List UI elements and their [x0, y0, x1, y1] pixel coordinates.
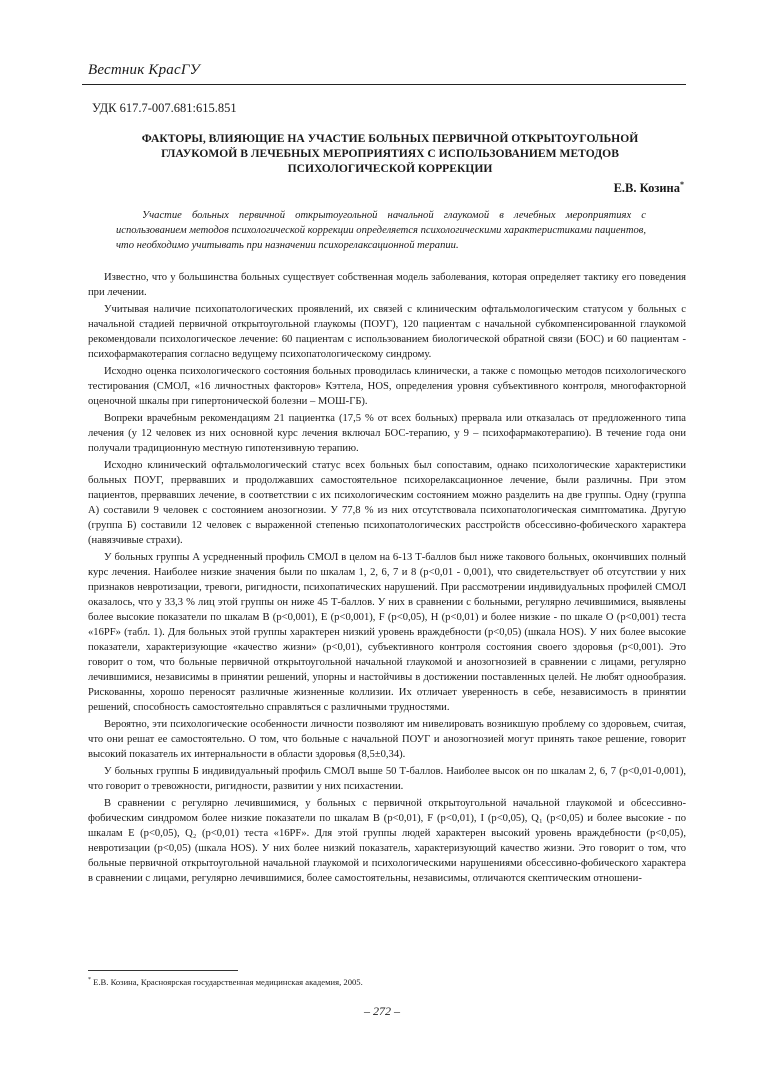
body-paragraph: Исходно оценка психологического состояния больных проводилась клинически, а также с помощью методов психологического тестирования (СМОЛ, «16 личностных факторов» Кэттела, HOS, определения уровня субъективного контроля, многофакторной оценочной шкалы при гипертонической болезни – МОШ-ГБ).: [88, 366, 686, 407]
body-paragraph: В сравнении с регулярно лечившимися, у больных с первичной открытоугольной начальной глаукомой и обсессивно-фобическим синдромом более низкие показатели по шкалам В (р<0,01), F (р<0,01), I (р<0,05), Q₁ (р<0,05) и более высокие - по шкалам Е (р<0,05), Q₂ (р<0,01) теста «16PF». Для этой группы людей характерен высокий уровень враждебности (р<0,05), невротизации (р<0,05) (шкала HOS). У них более низкий показатель, характеризующий качество жизни. Это говорит о том, что больные первичной открытоугольной начальной глаукомой и психологическими нарушениями обсессивно-фобического характера в сравнении с лицами, регулярно лечившимися, более самостоятельны, независимы, отличаются скептическим отношени-: [88, 798, 686, 884]
journal-name: Вестник КрасГУ: [88, 62, 200, 78]
article-body: [88, 270, 686, 888]
body-paragraph: Исходно клинический офтальмологический статус всех больных был сопоставим, однако психологические характеристики больных ПОУГ, прервавших и продолжавших самостоятельное психорелаксационное лечение, были различны. При этом пациентов, прервавших лечение, в соответствии с их психологическим состоянием можно разделить на две группы. Одну (группа А) составили 9 человек с состоянием анозогнозии. У 77,8 % из них отсутствовала психопатологическая симптоматика. Другую (группа Б) составили 12 человек с выраженной степенью психопатологических расстройств обсессивно-фобического характера (навязчивые страхи).: [88, 460, 686, 546]
footnote-text: Е.В. Козина, Красноярская государственная медицинская академия, 2005.: [93, 977, 363, 987]
body-paragraph: Учитывая наличие психопатологических проявлений, их связей с клиническим офтальмологическим статусом у больных с начальной стадией первичной открытоугольной глаукомы (ПОУГ), 120 пациентам с начальной субкомпенсированной глаукомой рекомендовали психологическое лечение: 60 пациентам с использованием биологической обратной связи (БОС) и 60 пациентам - психофармакотерапия согласно ведущему психопатологическому синдрому.: [88, 304, 686, 360]
body-paragraph: У больных группы Б индивидуальный профиль СМОЛ выше 50 Т-баллов. Наиболее высок он по шкалам 2, 6, 7 (р<0,01-0,001), что говорит о тревожности, ригидности, развитии у них психастении.: [88, 766, 686, 792]
article-title: ФАКТОРЫ, ВЛИЯЮЩИЕ НА УЧАСТИЕ БОЛЬНЫХ ПЕРВИЧНОЙ ОТКРЫТОУГОЛЬНОЙ ГЛАУКОМОЙ В ЛЕЧЕБНЫХ МЕРОПРИЯТИЯХ С ИСПОЛЬЗОВАНИЕМ МЕТОДОВ ПСИХОЛОГИЧЕСКОЙ КОРРЕКЦИИ: [141, 132, 639, 175]
body-paragraph: У больных группы А усредненный профиль СМОЛ в целом на 6-13 Т-баллов был ниже такового больных, окончивших полный курс лечения. Наиболее низкие значения были по шкалам 1, 2, 6, 7 и 8 (р<0,01 - 0,001), что свидетельствует об отсутствии у них признаков невротизации, тревоги, ригидности, психопатических нарушений. При рассмотрении индивидуальных профилей СМОЛ оказалось, что у 33,3 % лиц этой группы он ниже 45 Т-баллов. У них в сравнении с больными, регулярно лечившимися, выявлены более высокие показатели по шкалам В (р<0,001), Е (р<0,001), F (р<0,05), Н (р<0,01) и более низкие - по шкале О (р<0,001) теста «16PF» (табл. 1). Для больных этой группы характерен низкий уровень враждебности (р<0,05) (шкала HOS). У них более высокие показатели, характеризующие «качество жизни» (р<0,01), субъективного контроля состояния своего здоровья (р<0,001). Это говорит о том, что больные первичной открытоугольной начальной глаукомой и анозогнозией в сравнении с лицами, регулярно лечившимися, независимы в принятии решений, упорны и настойчивы в достижении поставленных целей. Не любят однообразия. Рискованны, хорошо переносят различные жизненные коллизии. Их отличает уверенность в себе, независимость в принятии решений, способность самостоятельно справляться с различными трудностями.: [88, 552, 686, 713]
body-paragraph: Вопреки врачебным рекомендациям 21 пациентка (17,5 % от всех больных) прервала или отказалась от предложенного типа лечения (у 12 человек из них основной курс лечения включал БОС-терапию, у 9 – психофармакотерапию). В течение года они получали традиционную местную гипотензивную терапию.: [88, 413, 686, 454]
header-rule: [82, 84, 686, 85]
page-number: – 272 –: [364, 1004, 400, 1018]
footnote-rule: [88, 970, 238, 971]
author-name: Е.В. Козина: [613, 181, 680, 196]
body-paragraph: Известно, что у большинства больных существует собственная модель заболевания, которая определяет тактику его поведения при лечении.: [88, 272, 686, 298]
footnote-mark: *: [88, 977, 91, 984]
abstract: Участие больных первичной открытоугольной начальной глаукомой в лечебных мероприятиях с использованием методов психологической коррекции определяется психологическими характеристиками пациентов, что необходимо учитывать при назначении психорелаксационной терапии.: [116, 210, 647, 251]
udk-code: УДК 617.7-007.681:615.851: [92, 101, 237, 115]
author-footnote-mark: *: [680, 180, 684, 189]
body-paragraph: Вероятно, эти психологические особенности личности позволяют им нивелировать возникшую проблему со здоровьем, считая, что они решат ее самостоятельно. О том, что больные с начальной ПОУГ и анозогнозией могут принять такое решение, говорит высокий показатель их интернальности в области здоровья (8,5±0,34).: [88, 719, 686, 760]
author: [614, 180, 684, 196]
footnote: [88, 977, 363, 987]
